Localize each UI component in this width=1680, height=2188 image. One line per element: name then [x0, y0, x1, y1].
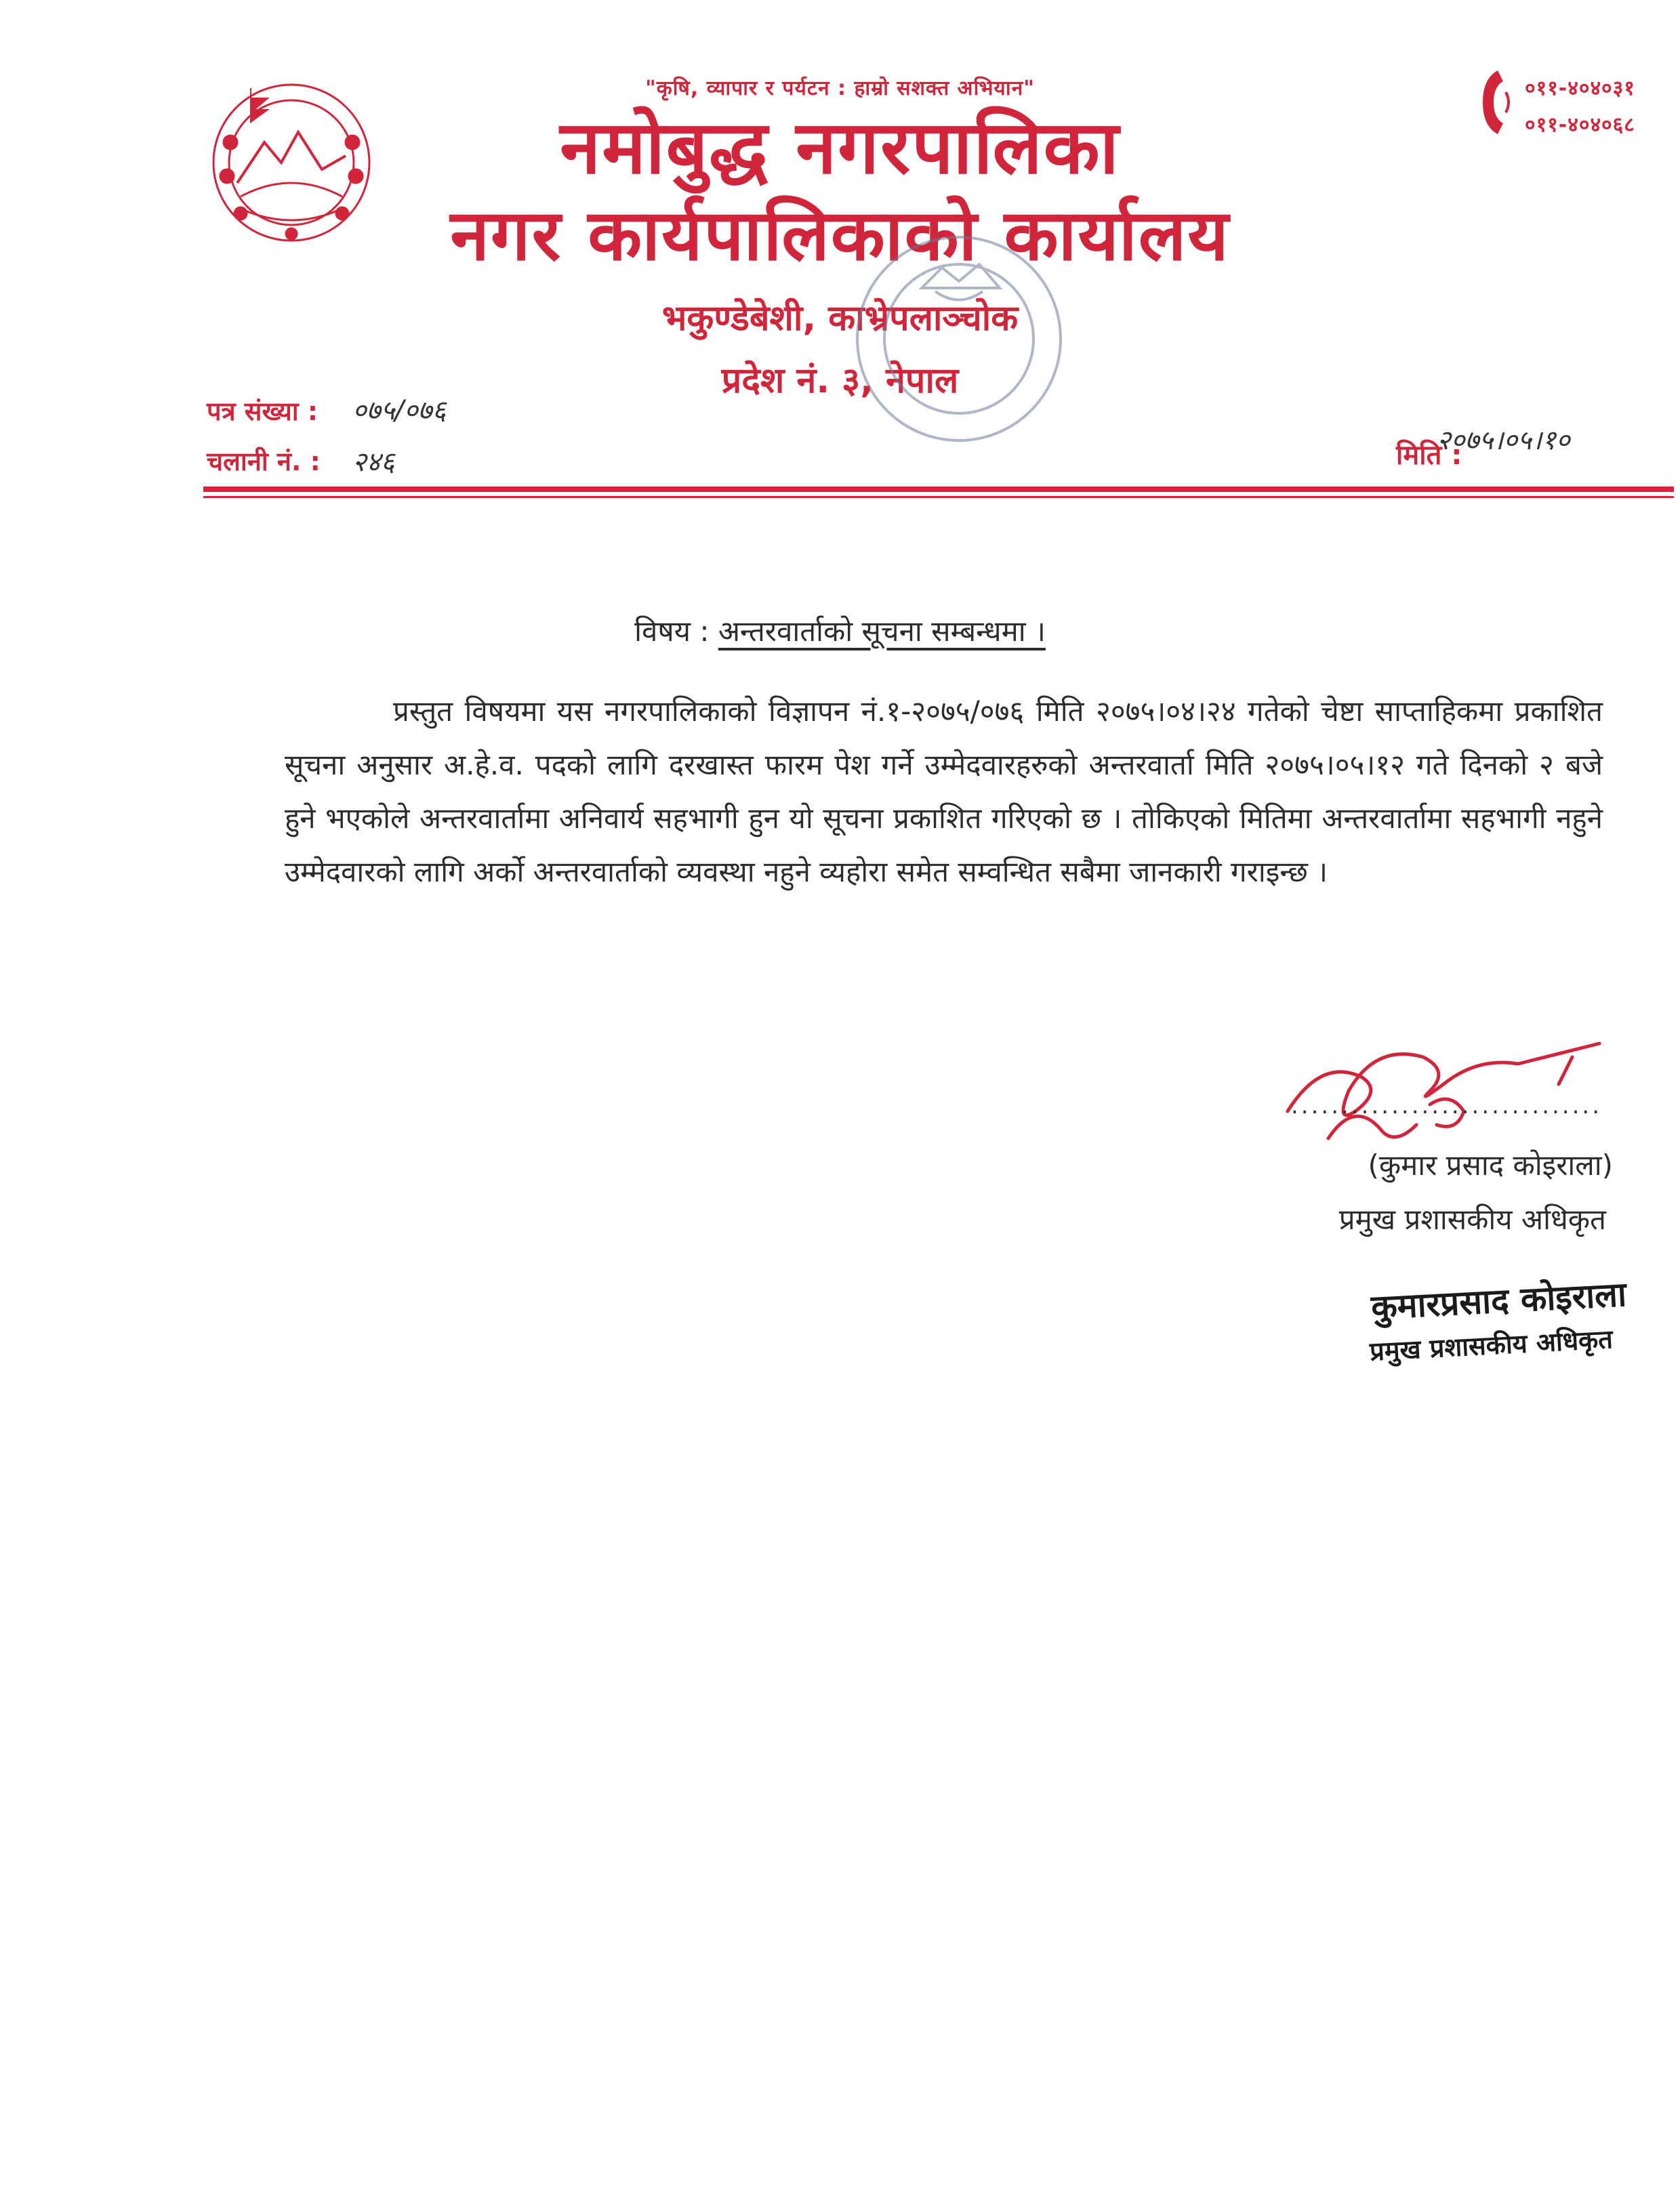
office-seal-icon: [847, 227, 1071, 451]
office-name: नगर कार्यपालिकाको कार्यालय: [450, 194, 1230, 276]
date-value: २०७५।०५।१०: [1437, 425, 1570, 456]
address-line-2: प्रदेश नं. ३, नेपाल: [721, 360, 959, 401]
subject-label: विषय :: [634, 615, 710, 648]
notice-body: प्रस्तुत विषयमा यस नगरपालिकाको विज्ञापन नं.१-२०७५/०७६ मिति २०७५।०४।२४ गतेको चेष्टा साप्ताहिकमा प्रकाशित सूचना अनुसार अ.हे.व. पदको लागि दरखास्त फारम पेश गर्ने उम्मेदवारहरुको अन्तरवार्ता मिति २०७५।०५।१२ गते दिनको २ बजे हुने भएकोले अन्तरवार्तामा अनिवार्य सहभागी हुन यो सूचना प्रकाशित गरिएको छ । तोकिएको मितिमा अन्तरवार्तामा सहभागी नहुने उम्मेदवारको लागि अर्को अन्तरवार्ताको व्यवस्था नहुने व्यहोरा समेत सम्वन्धित सबैमा जानकारी गराइन्छ ।: [285, 695, 1603, 888]
date-label: मिति :: [1396, 440, 1462, 471]
subject-text: अन्तरवार्ताको सूचना सम्बन्धमा ।: [718, 615, 1046, 648]
chalani-label: चलानी नं. :: [207, 447, 321, 476]
address-line-1: भकुण्डेबेशी, काभ्रेपलाञ्चोक: [661, 298, 1019, 339]
municipality-name: नमोबुद्ध नगरपालिका: [560, 106, 1120, 190]
signature-dotted-line: ...............................: [1291, 1092, 1603, 1119]
chalani-value: २४६: [352, 447, 395, 478]
phone-icon: [1477, 65, 1515, 140]
signer-name: (कुमार प्रसाद कोइराला): [1368, 1149, 1613, 1182]
stamp-name: कुमारप्रसाद कोइराला: [1370, 1275, 1628, 1327]
subject-line: [0, 611, 1680, 650]
header-divider: [203, 487, 1674, 492]
patra-sankhya-value: ०७५/०७६: [352, 395, 447, 426]
signature-icon: [1247, 1016, 1626, 1165]
patra-sankhya-label: पत्र संख्या :: [207, 396, 319, 426]
phone-number-1: ०११-४०४०३१: [1525, 77, 1635, 100]
phone-number-2: ०११-४०४०६८: [1525, 113, 1635, 137]
signer-title: प्रमुख प्रशासकीय अधिकृत: [1338, 1203, 1606, 1236]
slogan: "कृषि, व्यापार र पर्यटन : हाम्रो सशक्त अभियान": [645, 77, 1035, 100]
stamp-title: प्रमुख प्रशासकीय अधिकृत: [1369, 1324, 1614, 1367]
header-divider-thin: [203, 496, 1674, 498]
